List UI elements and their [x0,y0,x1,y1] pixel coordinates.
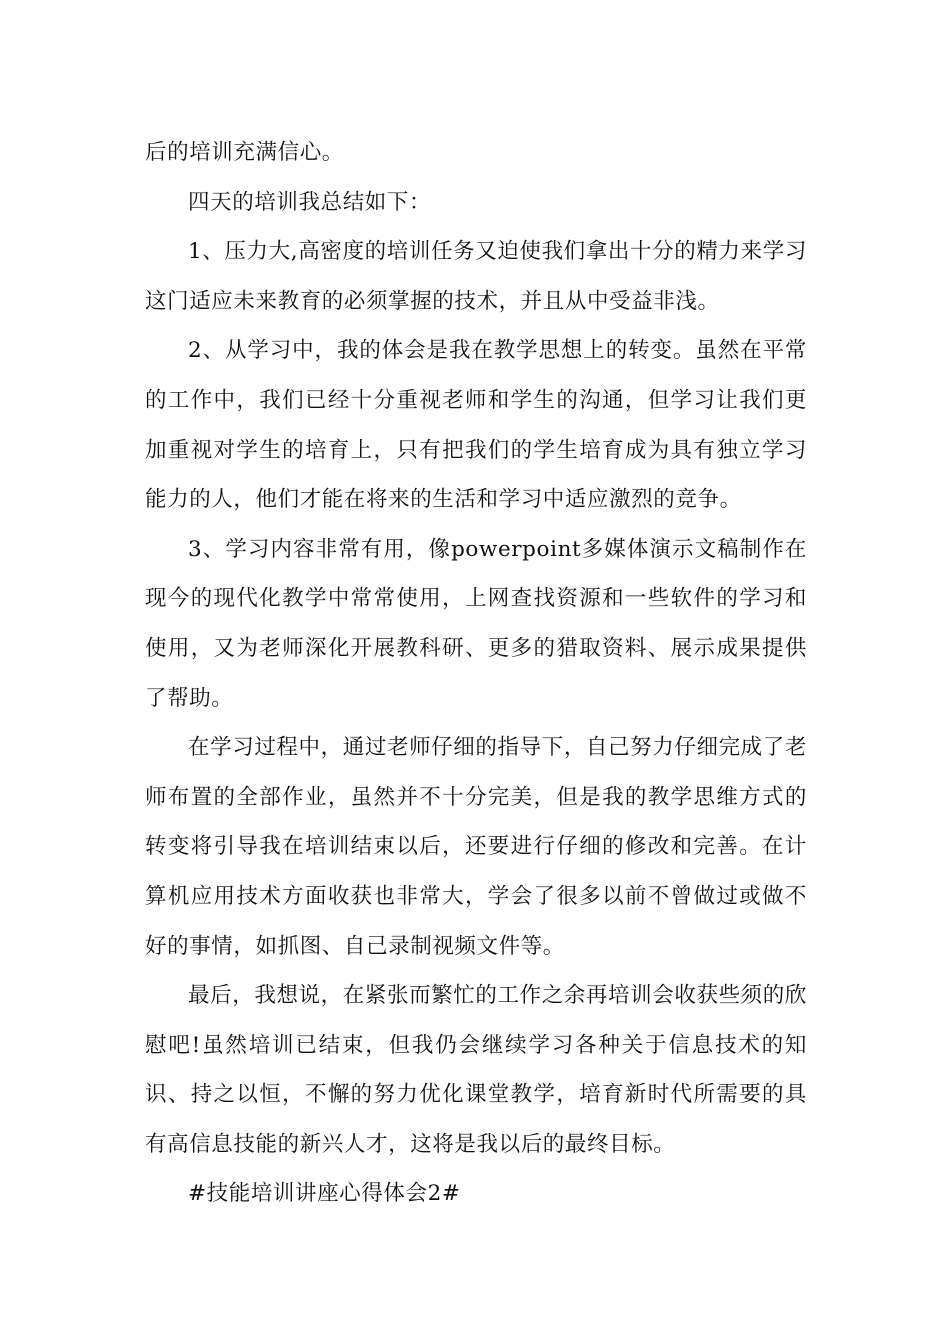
paragraph-conclusion: 最后，我想说，在紧张而繁忙的工作之余再培训会收获些须的欣慰吧!虽然培训已结束，但我仍会继续学习各种关于信息技术的知识、持之以恒，不懈的努力优化课堂教学，培育新时代所需要的具有高信息技能的新兴人才，这将是我以后的最终目标。 [145,983,807,1157]
paragraph-summary-intro: 四天的培训我总结如下： [188,189,432,215]
document-body [145,128,807,1219]
section-heading: #技能培训讲座心得体会2# [188,1181,461,1207]
paragraph-point-1: 1、压力大,高密度的培训任务又迫使我们拿出十分的精力来学习这门适应未来教育的必须掌握的技术，并且从中受益非浅。 [145,239,807,314]
paragraph-continuation: 后的培训充满信心。 [145,140,344,165]
paragraph-point-3: 3、学习内容非常有用，像powerpoint多媒体演示文稿制作在现今的现代化教学中常常使用，上网查找资源和一些软件的学习和使用，又为老师深化开展教科研、更多的猎取资料、展示成果提供了帮助。 [145,536,807,711]
paragraph-learning-process: 在学习过程中，通过老师仔细的指导下，自己努力仔细完成了老师布置的全部作业，虽然并不十分完美，但是我的教学思维方式的转变将引导我在培训结束以后，还要进行仔细的修改和完善。在计算机应用技术方面收获也非常大，学会了很多以前不曾做过或做不好的事情，如抓图、自己录制视频文件等。 [145,735,807,959]
paragraph-point-2: 2、从学习中，我的体会是我在教学思想上的转变。虽然在平常的工作中，我们已经十分重视老师和学生的沟通，但学习让我们更加重视对学生的培育上，只有把我们的学生培育成为具有独立学习能力的人，他们才能在将来的生活和学习中适应激烈的竞争。 [145,338,807,513]
